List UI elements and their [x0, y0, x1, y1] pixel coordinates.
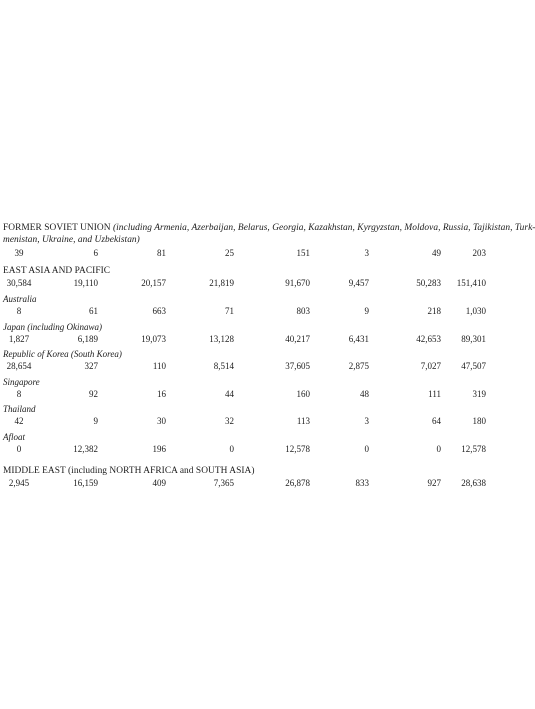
region-heading-continued [3, 235, 140, 245]
country-name: Japan (including Okinawa) [3, 322, 102, 332]
table-cell: 6,189 [77, 334, 98, 344]
table-cell: 28,654 [6, 361, 32, 371]
table-cell: 91,670 [285, 278, 310, 288]
table-cell: 113 [296, 416, 310, 426]
country-name: Singapore [3, 377, 40, 387]
table-cell: 32 [225, 416, 234, 426]
region-note: (including Armenia, Azerbaijan, Belarus, Georgia, Kazakhstan, Kyrgyzstan, Moldova, Russia, Tajikistan, Turk- [112, 223, 535, 233]
table-cell: 111 [428, 389, 441, 399]
region-heading [3, 266, 110, 276]
table-cell: 12,382 [73, 444, 98, 454]
table-cell: 409 [152, 478, 166, 488]
table-cell: 50,283 [416, 278, 441, 288]
table-cell: 160 [296, 389, 310, 399]
table-cell: 9,457 [348, 278, 369, 288]
table-cell: 327 [84, 361, 98, 371]
table-cell: 0 [364, 444, 369, 454]
table-cell: 12,578 [285, 444, 310, 454]
table-cell: 16 [157, 389, 166, 399]
table-cell: 40,217 [285, 334, 310, 344]
table-cell: 30 [157, 416, 166, 426]
table-row [0, 389, 491, 401]
table-cell: 319 [472, 389, 486, 399]
table-cell: 7,027 [420, 361, 441, 371]
table-cell: 8,514 [213, 361, 234, 371]
table-cell: 151 [296, 248, 310, 258]
table-cell: 3 [364, 416, 369, 426]
table-cell: 92 [89, 389, 98, 399]
table-row [0, 248, 491, 260]
table-cell: 180 [472, 416, 486, 426]
table-cell: 37,605 [285, 361, 310, 371]
table-row [0, 334, 491, 346]
table-cell: 218 [427, 306, 441, 316]
table-cell: 1,827 [8, 334, 30, 344]
table-cell: 48 [360, 389, 369, 399]
table-cell: 42,653 [416, 334, 441, 344]
region-heading [3, 466, 255, 476]
table-cell: 61 [89, 306, 98, 316]
table-cell: 64 [432, 416, 441, 426]
table-cell: 9 [364, 306, 369, 316]
table-cell: 3 [364, 248, 369, 258]
table-cell: 28,638 [461, 478, 486, 488]
table-row [0, 306, 491, 318]
table-cell: 6 [93, 248, 98, 258]
country-name: Thailand [3, 404, 36, 414]
region-name: MIDDLE EAST (including NORTH AFRICA and SOUTH ASIA) [3, 466, 255, 476]
region-name: FORMER SOVIET UNION [3, 223, 111, 233]
table-cell: 49 [432, 248, 441, 258]
table-cell: 9 [93, 416, 98, 426]
table-cell: 7,365 [213, 478, 234, 488]
table-cell: 25 [225, 248, 234, 258]
region-name: EAST ASIA AND PACIFIC [3, 266, 111, 276]
table-cell: 13,128 [209, 334, 234, 344]
table-cell: 8 [16, 389, 22, 399]
country-name: Australia [3, 294, 37, 304]
table-cell: 0 [16, 444, 22, 454]
table-row [0, 478, 491, 490]
table-row [0, 361, 491, 373]
country-name: Afloat [3, 432, 25, 442]
table-row [0, 278, 491, 290]
table-cell: 151,410 [456, 278, 486, 288]
table-cell: 2,945 [8, 478, 30, 488]
table-cell: 16,159 [73, 478, 98, 488]
table-cell: 927 [427, 478, 441, 488]
table-cell: 0 [229, 444, 234, 454]
table-row [0, 444, 491, 456]
table-cell: 803 [296, 306, 310, 316]
table-cell: 6,431 [348, 334, 369, 344]
table-cell: 44 [225, 389, 234, 399]
table-cell: 2,875 [348, 361, 369, 371]
country-name: Republic of Korea (South Korea) [3, 349, 122, 359]
table-cell: 1,030 [465, 306, 486, 316]
table-cell: 81 [157, 248, 166, 258]
table-cell: 19,073 [141, 334, 166, 344]
table-cell: 19,110 [73, 278, 98, 288]
table-cell: 8 [16, 306, 22, 316]
table-cell: 196 [152, 444, 166, 454]
table-cell: 47,507 [461, 361, 486, 371]
table-cell: 26,878 [285, 478, 310, 488]
table-cell: 89,301 [461, 334, 486, 344]
table-cell: 39 [14, 248, 24, 258]
table-cell: 663 [152, 306, 166, 316]
region-note-continued: menistan, Ukraine, and Uzbekistan) [3, 235, 140, 245]
table-cell: 21,819 [209, 278, 234, 288]
table-cell: 833 [355, 478, 369, 488]
table-cell: 110 [152, 361, 166, 371]
table-cell: 42 [14, 416, 24, 426]
table-row [0, 416, 491, 428]
table-cell: 20,157 [141, 278, 166, 288]
table-cell: 203 [472, 248, 486, 258]
table-cell: 12,578 [461, 444, 486, 454]
table-cell: 71 [225, 306, 234, 316]
table-cell: 30,584 [6, 278, 32, 288]
table-cell: 0 [436, 444, 441, 454]
region-heading [3, 223, 535, 233]
